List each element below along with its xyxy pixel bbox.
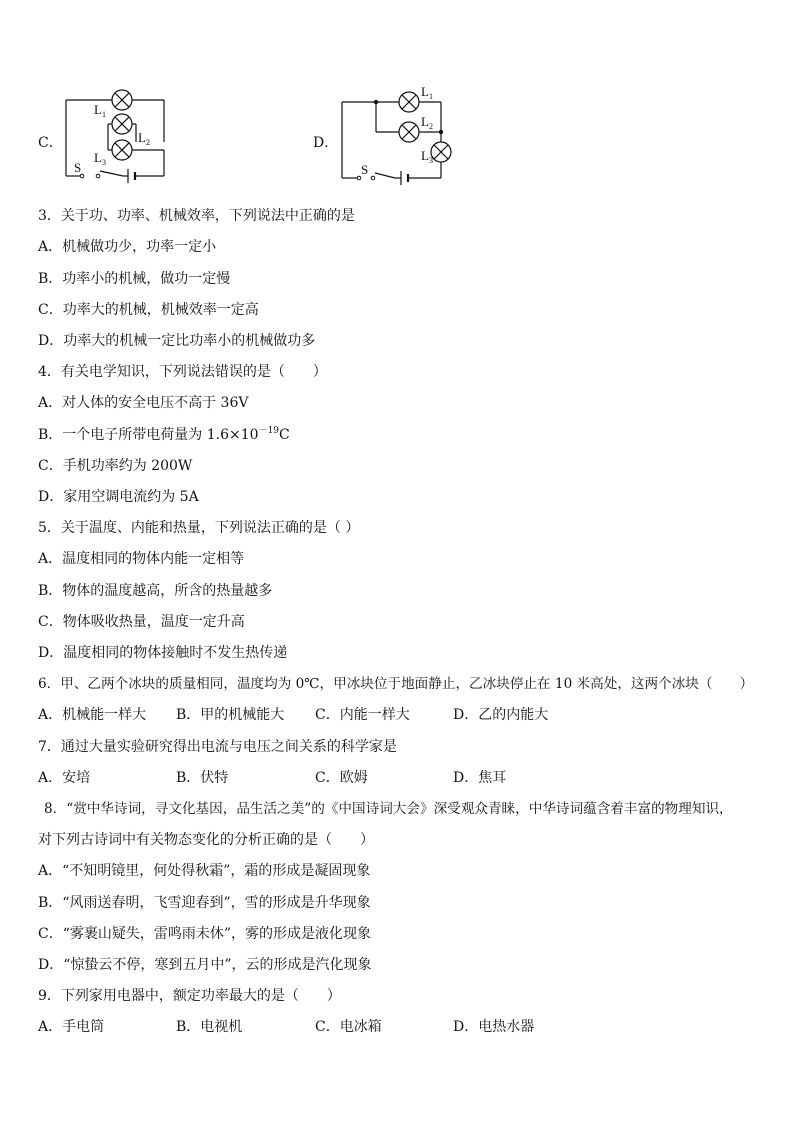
svg-text:L2: $L_2$ <box>138 130 150 147</box>
question-4-stem: 4．有关电学知识，下列说法错误的是（ ） <box>38 364 327 380</box>
question-8-option-b: B．“风雨送春明，飞雪迎春到”，雪的形成是升华现象 <box>38 895 371 911</box>
question-8-stem-line2: 对下列古诗词中有关物态变化的分析正确的是（ ） <box>38 832 374 848</box>
svg-text:L3: $L_3$ <box>421 148 433 165</box>
question-5-option-d: D．温度相同的物体接触时不发生热传递 <box>38 645 288 661</box>
question-3-option-d: D．功率大的机械一定比功率小的机械做功多 <box>38 333 316 349</box>
question-9-option-a: A．手电筒 <box>38 1019 105 1035</box>
question-8-stem-line1: 8．“赏中华诗词，寻文化基因，品生活之美”的《中国诗词大会》深受观众青睐，中华诗词蕴含着丰富的物理知识， <box>44 801 733 817</box>
question-9-option-b: B．电视机 <box>176 1019 243 1035</box>
question-4-option-c: C．手机功率约为 200W <box>38 458 193 474</box>
svg-text:L2: $L_2$ <box>421 114 433 131</box>
question-3-option-b: B．功率小的机械，做功一定慢 <box>38 271 231 287</box>
question-3-option-a: A．机械做功少，功率一定小 <box>38 239 217 255</box>
question-4-option-a: A．对人体的安全电压不高于 36V <box>38 395 249 411</box>
question-6-stem: 6．甲、乙两个冰块的质量相同，温度均为 0℃，甲冰块位于地面静止，乙冰块停止在 10 米高处，这两个冰块（ ） <box>38 676 754 692</box>
question-8-option-a: A．“不知明镜里，何处得秋霜”，霜的形成是凝固现象 <box>38 863 371 879</box>
svg-text:L1: $L_1$ <box>94 102 106 119</box>
question-6-option-a: A．机械能一样大 <box>38 707 147 723</box>
option-label-c: C． <box>38 135 63 151</box>
question-8-option-c: C．“雾裹山疑失，雷鸣雨未休”，雾的形成是液化现象 <box>38 926 372 942</box>
question-6-option-b: B．甲的机械能大 <box>176 707 285 723</box>
circuit-figure-d <box>313 80 463 190</box>
question-9-option-d: D．电热水器 <box>453 1019 535 1035</box>
question-3-option-c: C．功率大的机械，机械效率一定高 <box>38 302 259 318</box>
question-7-stem: 7．通过大量实验研究得出电流与电压之间关系的科学家是 <box>38 739 397 755</box>
unit: C <box>279 427 290 443</box>
question-5-stem: 5．关于温度、内能和热量，下列说法正确的是（ ） <box>38 520 360 536</box>
circuit-diagram-c <box>38 80 178 190</box>
question-7-option-b: B．伏特 <box>176 770 229 786</box>
question-7-option-d: D．焦耳 <box>453 770 507 786</box>
svg-text:S: S <box>361 162 369 177</box>
question-5-option-c: C．物体吸收热量，温度一定升高 <box>38 614 245 630</box>
question-5-option-b: B．物体的温度越高，所含的热量越多 <box>38 583 273 599</box>
question-7-option-a: A．安培 <box>38 770 91 786</box>
option-label-d: D． <box>313 135 339 151</box>
question-8-option-d: D．“惊蛰云不停，寒到五月中”，云的形成是汽化现象 <box>38 957 372 973</box>
question-5-option-a: A．温度相同的物体内能一定相等 <box>38 551 245 567</box>
circuit-figure-c <box>38 80 178 190</box>
exponent: －19 <box>258 426 280 436</box>
svg-text:L1: $L_1$ <box>421 84 433 101</box>
question-9-option-c: C．电冰箱 <box>315 1019 382 1035</box>
question-6-option-d: D．乙的内能大 <box>453 707 549 723</box>
svg-text:L3: $L_3$ <box>94 150 106 167</box>
question-4-option-d: D．家用空调电流约为 5A <box>38 489 199 505</box>
question-9-stem: 9．下列家用电器中，额定功率最大的是（ ） <box>38 988 341 1004</box>
question-6-option-c: C．内能一样大 <box>315 707 410 723</box>
lamp-icon <box>112 90 132 160</box>
question-7-option-c: C．欧姆 <box>315 770 368 786</box>
circuit-diagram-d <box>313 80 463 190</box>
question-3-stem: 3．关于功、功率、机械效率，下列说法中正确的是 <box>38 208 355 224</box>
question-4-option-b <box>38 426 290 444</box>
option-b-text: B．一个电子所带电荷量为 1.6×10 <box>38 427 259 443</box>
svg-text:S: S <box>74 160 82 175</box>
